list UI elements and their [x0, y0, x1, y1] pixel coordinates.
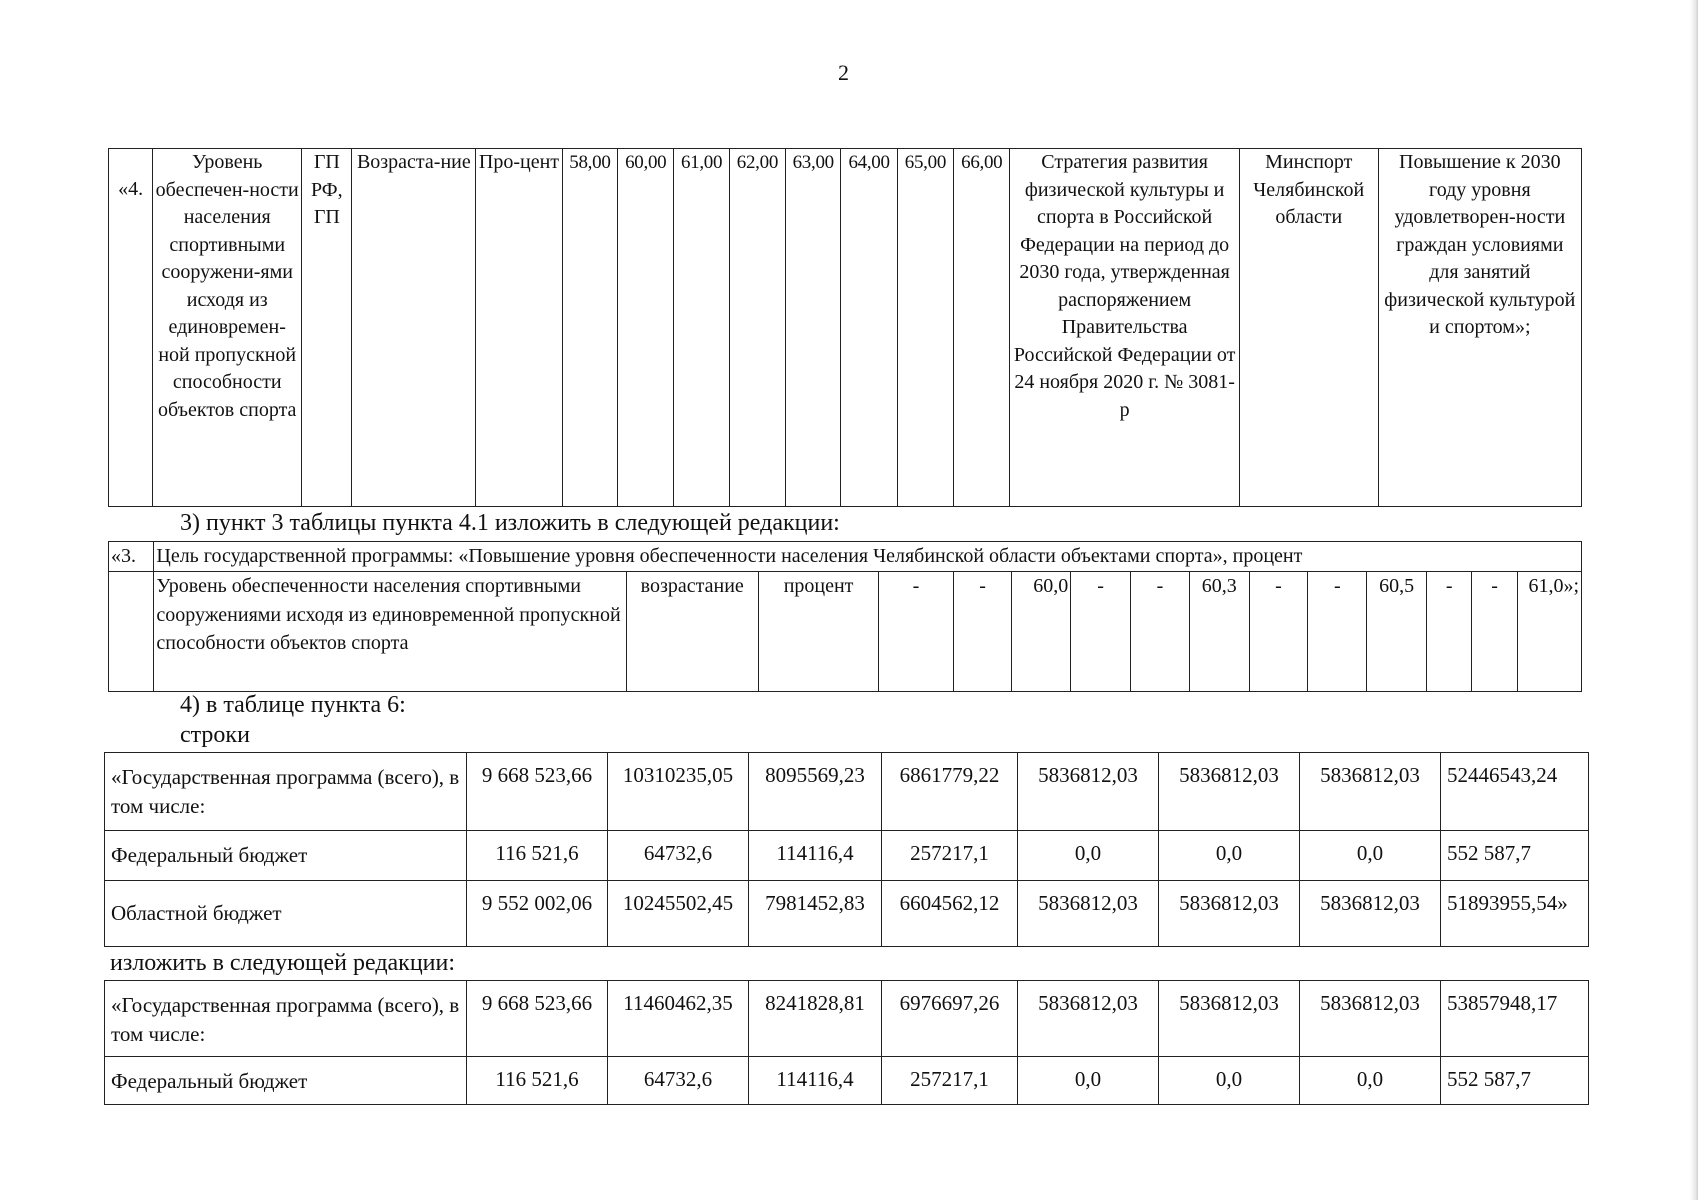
value-cell: 9 668 523,66 — [467, 753, 608, 831]
value-cell: 0,0 — [1300, 831, 1441, 881]
value-cell: 52446543,24 — [1441, 753, 1589, 831]
value-cell: 11460462,35 — [608, 981, 749, 1057]
value-cell: 0,0 — [1159, 1057, 1300, 1105]
value-cell: 60,5 — [1367, 572, 1427, 692]
value-cell: 5836812,03 — [1018, 881, 1159, 947]
goal-text: Цель государственной программы: «Повышение уровня обеспеченности населения Челябинской области объектами спорта», процент — [154, 542, 1582, 572]
value-cell: 5836812,03 — [1300, 981, 1441, 1057]
row-label: «Государственная программа (всего), в том числе: — [105, 753, 467, 831]
paragraph-new-edition: изложить в следующей редакции: — [110, 950, 456, 976]
row-label: «Государственная программа (всего), в том числе: — [105, 981, 467, 1057]
value-cell: 60,3 — [1189, 572, 1249, 692]
row-label: Областной бюджет — [105, 881, 467, 947]
value-cell: 552 587,7 — [1441, 1057, 1589, 1105]
value-cell: 63,00 — [786, 149, 841, 507]
row-label: Федеральный бюджет — [105, 1057, 467, 1105]
value-cell: 5836812,03 — [1018, 981, 1159, 1057]
value-cell: 65,00 — [897, 149, 953, 507]
indicator-name: Уровень обеспеченности населения спортивными сооружениями исходя из единовременной пропускной способности объектов спорта — [154, 572, 626, 692]
value-cell: 8095569,23 — [749, 753, 882, 831]
funding-table-old — [104, 752, 1589, 947]
table-row — [105, 753, 1589, 831]
value-cell: - — [1131, 572, 1190, 692]
paragraph-item-3: 3) пункт 3 таблицы пункта 4.1 изложить в следующей редакции: — [180, 510, 840, 536]
value-cell: 116 521,6 — [467, 831, 608, 881]
value-cell: 62,00 — [729, 149, 785, 507]
value-cell: 9 552 002,06 — [467, 881, 608, 947]
indicator-trend: Возраста-ние — [352, 149, 476, 507]
value-cell: 257217,1 — [882, 1057, 1018, 1105]
indicator-name: Уровень обеспечен-ности населения спортивными сооружени-ями исходя из единовремен-ной пропускной способности объектов спорта — [153, 149, 302, 507]
value-cell: 10245502,45 — [608, 881, 749, 947]
value-cell: 61,00 — [674, 149, 729, 507]
table-row — [109, 572, 1582, 692]
table-row — [105, 831, 1589, 881]
indicator-type: ГП РФ, ГП — [302, 149, 352, 507]
value-cell: 60,00 — [618, 149, 674, 507]
goal-link: Повышение к 2030 году уровня удовлетворен-ности граждан условиями для занятий физической культурой и спортом»; — [1378, 149, 1581, 507]
value-cell: 0,0 — [1018, 831, 1159, 881]
value-cell: 53857948,17 — [1441, 981, 1589, 1057]
value-cell: 8241828,81 — [749, 981, 882, 1057]
source-document: Стратегия развития физической культуры и спорта в Российской Федерации на период до 2030 года, утвержденная распоряжением Правительства Российской Федерации от 24 ноября 2020 г. № 3081-р — [1010, 149, 1239, 507]
indicator-table — [108, 148, 1582, 507]
funding-table-new — [104, 980, 1589, 1105]
value-cell: 0,0 — [1300, 1057, 1441, 1105]
indicator-trend: возрастание — [626, 572, 758, 692]
value-cell: 5836812,03 — [1159, 981, 1300, 1057]
value-cell: 6604562,12 — [882, 881, 1018, 947]
value-cell: 0,0 — [1018, 1057, 1159, 1105]
value-cell: 6976697,26 — [882, 981, 1018, 1057]
value-cell: - — [1071, 572, 1131, 692]
indicator-unit: Про-цент — [476, 149, 563, 507]
value-cell: 6861779,22 — [882, 753, 1018, 831]
row-label: Федеральный бюджет — [105, 831, 467, 881]
goal-table — [108, 541, 1582, 692]
value-cell: 5836812,03 — [1159, 881, 1300, 947]
value-cell: - — [1426, 572, 1471, 692]
value-cell: 7981452,83 — [749, 881, 882, 947]
value-cell: - — [1308, 572, 1367, 692]
value-cell: - — [1249, 572, 1308, 692]
value-cell: 0,0 — [1159, 831, 1300, 881]
table-row — [105, 881, 1589, 947]
row-number: «3. — [109, 542, 154, 572]
value-cell: 51893955,54» — [1441, 881, 1589, 947]
table-row — [109, 542, 1582, 572]
value-cell: 58,00 — [562, 149, 617, 507]
value-cell: 257217,1 — [882, 831, 1018, 881]
value-cell: 114116,4 — [749, 831, 882, 881]
value-cell: 114116,4 — [749, 1057, 882, 1105]
value-cell: 10310235,05 — [608, 753, 749, 831]
table-row — [105, 981, 1589, 1057]
value-cell: 66,00 — [954, 149, 1010, 507]
page-number: 2 — [838, 60, 849, 85]
value-cell: 9 668 523,66 — [467, 981, 608, 1057]
indicator-unit: процент — [758, 572, 879, 692]
value-cell: 60,0 — [1012, 572, 1071, 692]
table-row — [109, 149, 1582, 507]
paragraph-rows: строки — [180, 722, 250, 748]
value-cell: - — [879, 572, 953, 692]
value-cell: 5836812,03 — [1159, 753, 1300, 831]
value-cell: 552 587,7 — [1441, 831, 1589, 881]
value-cell: - — [1472, 572, 1517, 692]
table-row — [105, 1057, 1589, 1105]
value-cell: 116 521,6 — [467, 1057, 608, 1105]
value-cell: 5836812,03 — [1300, 753, 1441, 831]
value-cell: 64732,6 — [608, 831, 749, 881]
responsible-body: Минспорт Челябинской области — [1239, 149, 1378, 507]
value-cell: 5836812,03 — [1018, 753, 1159, 831]
row-number: «4. — [109, 149, 153, 507]
value-cell: 64,00 — [841, 149, 897, 507]
value-cell: 61,0»; — [1517, 572, 1581, 692]
scan-edge-shadow — [1690, 0, 1698, 1200]
value-cell: - — [953, 572, 1012, 692]
value-cell: 64732,6 — [608, 1057, 749, 1105]
empty-cell — [109, 572, 154, 692]
value-cell: 5836812,03 — [1300, 881, 1441, 947]
paragraph-item-4: 4) в таблице пункта 6: — [180, 692, 406, 718]
